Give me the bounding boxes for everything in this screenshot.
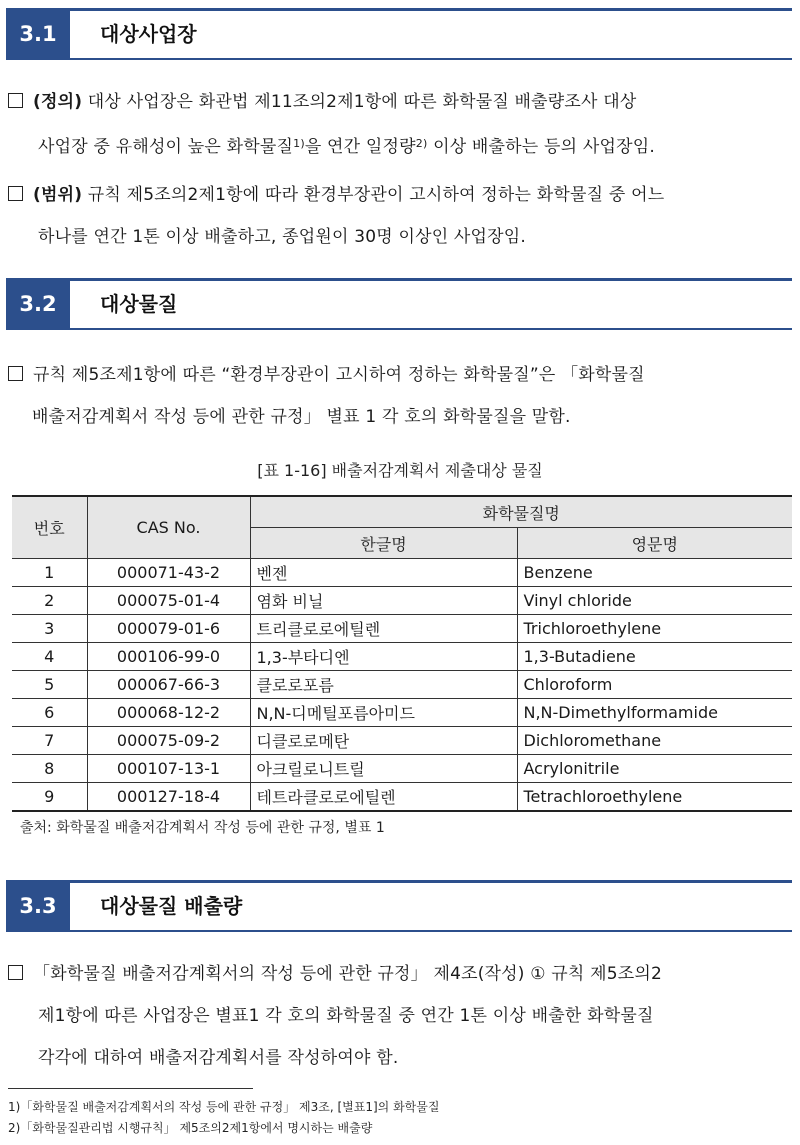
cell-cas: 000071-43-2 — [87, 559, 250, 587]
definition-label: (정의) — [33, 92, 83, 112]
cell-cas: 000079-01-6 — [87, 615, 250, 643]
cell-cas: 000127-18-4 — [87, 783, 250, 812]
cell-korean-name: 1,3-부타디엔 — [250, 643, 517, 671]
cell-cas: 000075-01-4 — [87, 587, 250, 615]
checkbox-empty-icon — [8, 93, 23, 108]
cell-number: 2 — [12, 587, 87, 615]
footnote-2: 2)「화학물질관리법 시행규칙」 제5조의2제1항에서 명시하는 배출량 — [8, 1121, 373, 1135]
cell-number: 5 — [12, 671, 87, 699]
emission-paragraph — [8, 953, 794, 1079]
emission-line-3: 각각에 대하여 배출저감계획서를 작성하여야 함. — [38, 1048, 399, 1068]
table-row — [12, 615, 792, 643]
substances-line-2: 배출저감계획서 작성 등에 관한 규정」 별표 1 각 호의 화학물질을 말함. — [32, 407, 571, 427]
cell-english-name: N,N-Dimethylformamide — [517, 699, 792, 727]
cell-english-name: Benzene — [517, 559, 792, 587]
definition-text-a: 사업장 중 유해성이 높은 화학물질 — [38, 137, 294, 157]
table-row — [12, 671, 792, 699]
header-korean-name: 한글명 — [250, 528, 517, 559]
table-row — [12, 559, 792, 587]
checkbox-empty-icon — [8, 366, 23, 381]
header-number: 번호 — [12, 496, 87, 559]
table-row — [12, 643, 792, 671]
section-number: 3.3 — [6, 880, 70, 932]
cell-korean-name: 트리클로로에틸렌 — [250, 615, 517, 643]
section-title: 대상물질 배출량 — [100, 894, 243, 918]
cell-number: 8 — [12, 755, 87, 783]
cell-korean-name: 벤젠 — [250, 559, 517, 587]
definition-text-c: 이상 배출하는 등의 사업장임. — [427, 137, 655, 157]
cell-number: 7 — [12, 727, 87, 755]
footnote-ref-2: 2) — [415, 137, 428, 150]
checkbox-empty-icon — [8, 186, 23, 201]
definition-paragraph — [8, 81, 794, 168]
definition-text-b: 을 연간 일정량 — [304, 137, 416, 157]
cell-korean-name: N,N-디메틸포름아미드 — [250, 699, 517, 727]
cell-english-name: Chloroform — [517, 671, 792, 699]
header-chemical-name: 화학물질명 — [250, 496, 792, 528]
definition-line-2 — [8, 123, 794, 168]
cell-cas: 000067-66-3 — [87, 671, 250, 699]
header-top-rule — [70, 278, 792, 281]
substance-table — [12, 495, 792, 812]
scope-line-1: 규칙 제5조의2제1항에 따라 환경부장관이 고시하여 정하는 화학물질 중 어느 — [87, 185, 665, 205]
cell-cas: 000075-09-2 — [87, 727, 250, 755]
header-cas: CAS No. — [87, 496, 250, 559]
cell-korean-name: 염화 비닐 — [250, 587, 517, 615]
cell-korean-name: 클로로포름 — [250, 671, 517, 699]
scope-line-2: 하나를 연간 1톤 이상 배출하고, 종업원이 30명 이상인 사업장임. — [38, 227, 527, 247]
cell-cas: 000107-13-1 — [87, 755, 250, 783]
cell-english-name: Tetrachloroethylene — [517, 783, 792, 812]
section-title: 대상물질 — [100, 292, 178, 316]
cell-number: 4 — [12, 643, 87, 671]
scope-label: (범위) — [33, 185, 83, 205]
cell-english-name: Dichloromethane — [517, 727, 792, 755]
header-english-name: 영문명 — [517, 528, 792, 559]
cell-korean-name: 디클로로메탄 — [250, 727, 517, 755]
cell-number: 3 — [12, 615, 87, 643]
substances-paragraph — [8, 354, 794, 438]
table-row — [12, 587, 792, 615]
table-row — [12, 783, 792, 812]
cell-english-name: Acrylonitrile — [517, 755, 792, 783]
scope-paragraph — [8, 174, 794, 258]
table-row — [12, 727, 792, 755]
substances-line-1: 규칙 제5조제1항에 따른 “환경부장관이 고시하여 정하는 화학물질”은 「화학물질 — [33, 365, 645, 385]
table-row — [12, 699, 792, 727]
section-header-3-3 — [6, 880, 792, 932]
footnote-divider — [8, 1088, 253, 1089]
table-row — [12, 755, 792, 783]
cell-number: 1 — [12, 559, 87, 587]
section-number: 3.1 — [6, 8, 70, 60]
cell-number: 6 — [12, 699, 87, 727]
cell-cas: 000068-12-2 — [87, 699, 250, 727]
header-bottom-rule — [70, 328, 792, 330]
cell-english-name: Vinyl chloride — [517, 587, 792, 615]
cell-english-name: 1,3-Butadiene — [517, 643, 792, 671]
table-caption: [표 1-16] 배출저감계획서 제출대상 물질 — [257, 461, 543, 480]
section-header-3-1 — [6, 8, 792, 60]
cell-korean-name: 아크릴로니트릴 — [250, 755, 517, 783]
cell-number: 9 — [12, 783, 87, 812]
section-title: 대상사업장 — [100, 22, 197, 46]
emission-line-2: 제1항에 따른 사업장은 별표1 각 호의 화학물질 중 연간 1톤 이상 배출한 화학물질 — [38, 1006, 654, 1026]
cell-english-name: Trichloroethylene — [517, 615, 792, 643]
footnote-1: 1)「화학물질 배출저감계획서의 작성 등에 관한 규정」 제3조, [별표1]의 화학물질 — [8, 1100, 440, 1114]
checkbox-empty-icon — [8, 965, 23, 980]
emission-line-1: 「화학물질 배출저감계획서의 작성 등에 관한 규정」 제4조(작성) ① 규칙 제5조의2 — [33, 964, 663, 984]
definition-line-1: 대상 사업장은 화관법 제11조의2제1항에 따른 화학물질 배출량조사 대상 — [87, 92, 637, 112]
table-source-note: 출처: 화학물질 배출저감계획서 작성 등에 관한 규정, 별표 1 — [20, 820, 385, 836]
footnote-ref-1: 1) — [293, 137, 305, 150]
cell-korean-name: 테트라클로로에틸렌 — [250, 783, 517, 812]
section-number: 3.2 — [6, 278, 70, 330]
section-header-3-2 — [6, 278, 792, 330]
cell-cas: 000106-99-0 — [87, 643, 250, 671]
